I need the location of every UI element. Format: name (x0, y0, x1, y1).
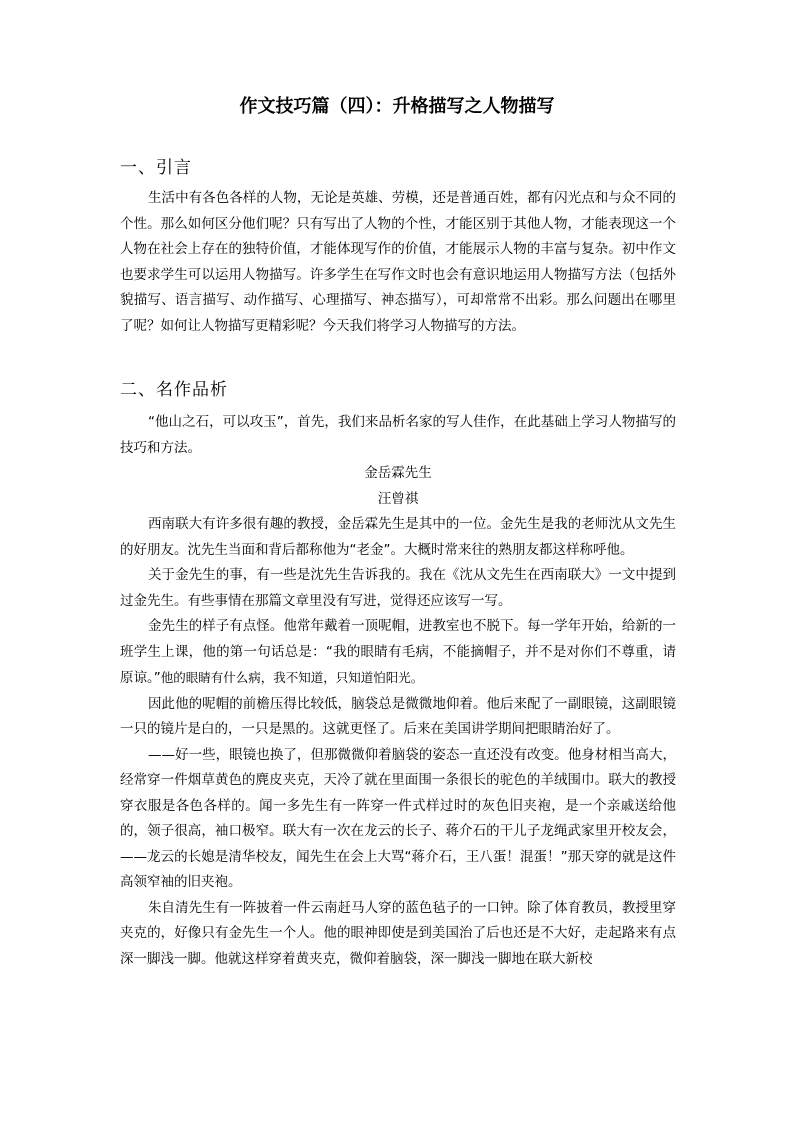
article-paragraph: 关于金先生的事，有一些是沈先生告诉我的。我在《沈从文先生在西南联大》一文中提到过金先生。有些事情在那篇文章里没有写进，觉得还应该写一写。 (120, 567, 676, 609)
article-title: 金岳霖先生 (364, 465, 432, 481)
article-paragraph-main: 金先生的样子有点怪。他常年戴着一顶呢帽，进教室也不脱下。每一学年开始，给新的一班学生上课，他的第一句话总是：“我的眼睛有毛病，不能摘帽子，并不是对你们不尊重，请原谅。” (120, 618, 676, 686)
section-intro-body (120, 186, 676, 339)
article-paragraph: 朱自清先生有一阵披着一件云南赶马人穿的蓝色毡子的一口钟。除了体育教员，教授里穿夹克的，好像只有金先生一个人。他的眼神即使是到美国治了后也还是不大好，走起路来有点深一脚浅一脚。他就这样穿着黄夹克，微仰着脑袋，深一脚浅一脚地在联大新校 (120, 899, 676, 967)
analysis-intro-paragraph: “他山之石，可以攻玉”，首先，我们来品析名家的写人佳作，在此基础上学习人物描写的技巧和方法。 (120, 414, 676, 456)
section-heading-intro: 一、引言 (120, 158, 192, 178)
article-paragraph: 西南联大有许多很有趣的教授，金岳霖先生是其中的一位。金先生是我的老师沈从文先生的好朋友。沈先生当面和背后都称他为“老金”。大概时常来往的熟朋友都这样称呼他。 (120, 516, 676, 558)
article-paragraph: 因此他的呢帽的前檐压得比较低，脑袋总是微微地仰着。他后来配了一副眼镜，这副眼镜一只的镜片是白的，一只是黑的。这就更怪了。后来在美国讲学期间把眼睛治好了。 (120, 695, 676, 737)
section-analysis-body (120, 410, 676, 972)
article-author: 汪曾祺 (377, 490, 419, 507)
section-heading-analysis: 二、名作品析 (120, 380, 228, 400)
article-paragraph: ——好一些，眼镜也换了，但那微微仰着脑袋的姿态一直还没有改变。他身材相当高大，经常穿一件烟草黄色的麂皮夹克，天冷了就在里面围一条很长的驼色的羊绒围巾。联大的教授穿衣服是各色各样的。闻一多先生有一阵穿一件式样过时的灰色旧夹袍，是一个亲戚送给他的，领子很高，袖口极窄。联大有一次在龙云的长子、蒋介石的干儿子龙绳武家里开校友会，——龙云的长媳是清华校友，闻先生在会上大骂“蒋介石，王八蛋！混蛋！”那天穿的就是这件高领窄袖的旧夹袍。 (120, 746, 676, 890)
article-paragraph (120, 614, 676, 692)
intro-paragraph: 生活中有各色各样的人物，无论是英雄、劳模，还是普通百姓，都有闪光点和与众不同的个性。那么如何区分他们呢？只有写出了人物的个性，才能区别于其他人物，才能表现这一个人物在社会上存在的独特价值，才能体现写作的价值，才能展示人物的丰富与复杂。初中作文也要求学生可以运用人物描写。许多学生在写作文时也会有意识地运用人物描写方法（包括外貌描写、语言描写、动作描写、心理描写、神态描写），可却常常不出彩。那么问题出在哪里了呢？如何让人物描写更精彩呢？今天我们将学习人物描写的方法。 (120, 190, 676, 334)
page-title: 作文技巧篇（四）：升格描写之人物描写 (239, 96, 555, 117)
article-paragraph-tail: 他的眼睛有什么病，我不知道，只知道怕阳光。 (160, 670, 424, 685)
